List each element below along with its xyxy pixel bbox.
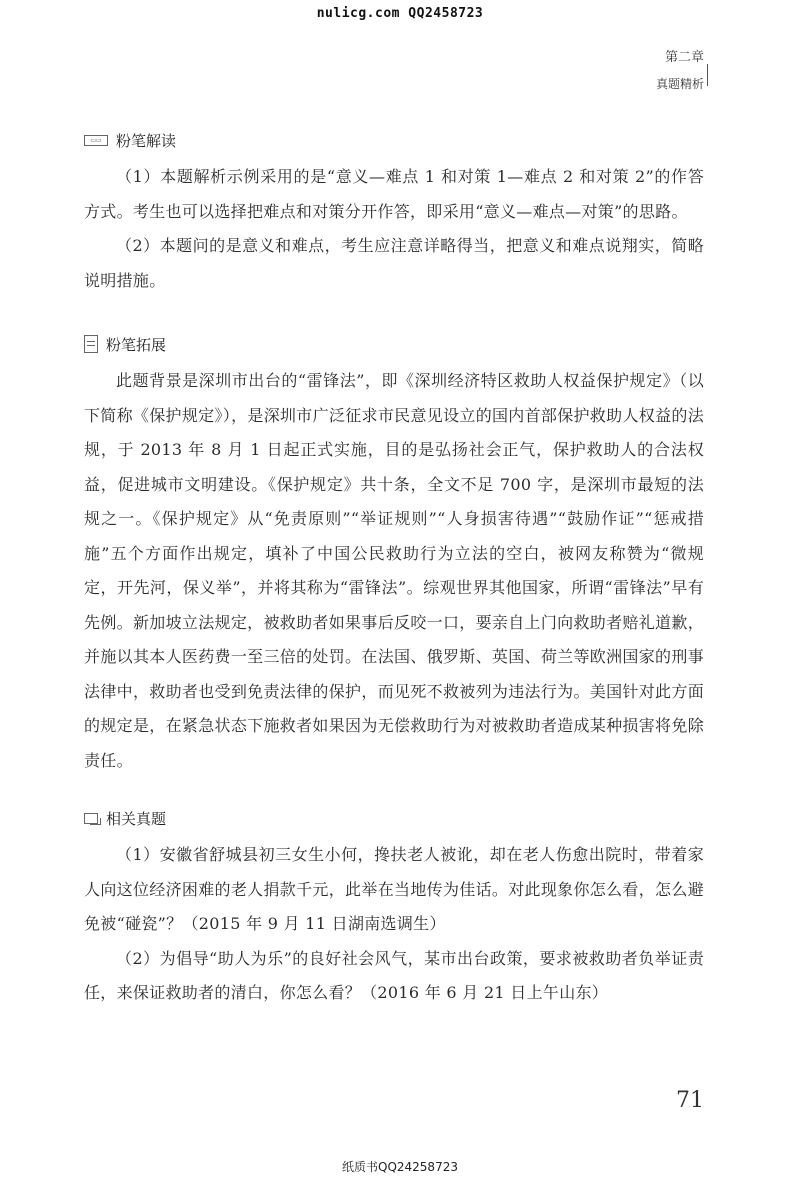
extension-title: 粉笔拓展	[106, 335, 167, 354]
running-header	[656, 46, 704, 92]
related-paragraph-2: （2）为倡导“助人为乐”的良好社会风气，某市出台政策，要求被救助者负举证责任，来保证救助者的清白，你怎么看？（2016 年 6 月 21 日上午山东）	[84, 948, 704, 1002]
header-rule	[707, 64, 708, 86]
pages-icon	[84, 813, 98, 824]
interpretation-paragraph-1: （1）本题解析示例采用的是“意义—难点 1 和对策 1—难点 2 和对策 2”的作答方式。考生也可以选择把难点和对策分开作答，即采用“意义—难点—对策”的思路。	[84, 167, 704, 221]
extension-section	[84, 332, 704, 778]
section-label: 真题精析	[655, 77, 704, 91]
bottom-watermark: 纸质书QQ24258723	[342, 1160, 458, 1174]
interpretation-section	[84, 128, 704, 298]
related-title: 相关真题	[106, 809, 167, 828]
top-watermark: nulicg.com QQ2458723	[316, 6, 484, 21]
document-icon	[84, 335, 98, 353]
page-number: 71	[676, 1088, 704, 1113]
interpretation-title: 粉笔解读	[116, 131, 177, 150]
related-section	[84, 806, 704, 1011]
interpretation-heading	[84, 128, 704, 152]
chapter-label: 第二章	[664, 50, 704, 65]
extension-heading	[84, 332, 704, 356]
related-heading	[84, 806, 704, 830]
related-paragraph-1: （1）安徽省舒城县初三女生小何，搀扶老人被讹，却在老人伤愈出院时，带着家人向这位经济困难的老人捐款千元，此举在当地传为佳话。对此现象你怎么看，怎么避免被“碰瓷”？（2015 年 9 月 11 日湖南选调生）	[84, 845, 704, 933]
book-icon: ▭▭	[84, 135, 108, 146]
interpretation-paragraph-2: （2）本题问的是意义和难点，考生应注意详略得当，把意义和难点说翔实，简略说明措施。	[84, 236, 704, 290]
extension-paragraph: 此题背景是深圳市出台的“雷锋法”，即《深圳经济特区救助人权益保护规定》（以下简称《保护规定》），是深圳市广泛征求市民意见设立的国内首部保护救助人权益的法规，于 2013 年 8 月 1 日起正式实施，目的是弘扬社会正气，保护救助人的合法权益，促进城市文明建设。《保护规定》共十条，全文不足 700 字，是深圳市最短的法规之一。《保护规定》从“免责原则”“举证规则”“人身损害待遇”“鼓励作证”“惩戒措施”五个方面作出规定，填补了中国公民救助行为立法的空白，被网友称赞为“微规定，开先河，保义举”，并将其称为“雷锋法”。综观世界其他国家，所谓“雷锋法”早有先例。新加坡立法规定，被救助者如果事后反咬一口，要亲自上门向救助者赔礼道歉，并施以其本人医药费一至三倍的处罚。在法国、俄罗斯、英国、荷兰等欧洲国家的刑事法律中，救助者也受到免责法律的保护，而见死不救被列为违法行为。美国针对此方面的规定是，在紧急状态下施救者如果因为无偿救助行为对被救助者造成某种损害将免除责任。	[84, 371, 704, 770]
